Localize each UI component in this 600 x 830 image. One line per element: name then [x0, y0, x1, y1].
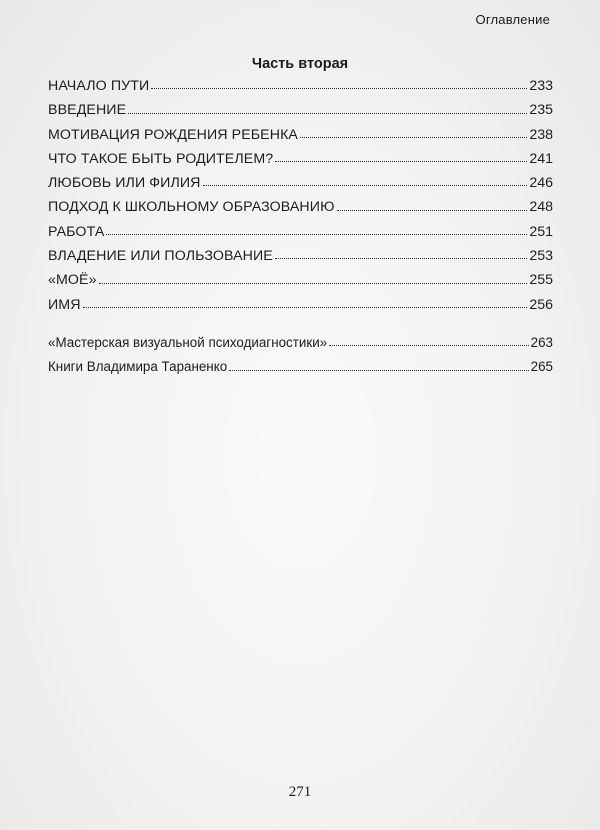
- toc-entry-page: 235: [529, 102, 553, 119]
- dot-leader: [329, 344, 529, 346]
- dot-leader: [275, 257, 527, 259]
- toc-entry-title: ПОДХОД К ШКОЛЬНОМУ ОБРАЗОВАНИЮ: [48, 199, 335, 216]
- toc-entry-title: ЧТО ТАКОЕ БЫТЬ РОДИТЕЛЕМ?: [48, 150, 274, 167]
- toc-entry-page: 233: [529, 78, 553, 94]
- toc-entry[interactable]: [48, 195, 553, 219]
- section-gap: [48, 317, 553, 331]
- toc-entry[interactable]: [48, 244, 553, 268]
- part-title: Часть вторая: [251, 56, 349, 72]
- dot-leader: [99, 282, 528, 284]
- toc-entry-page: 251: [529, 223, 553, 240]
- toc-entry-title: ЛЮБОВЬ ИЛИ ФИЛИЯ: [48, 175, 201, 192]
- toc-entry[interactable]: [48, 74, 553, 98]
- toc-entry[interactable]: [48, 331, 553, 355]
- dot-leader: [275, 160, 527, 162]
- toc-entry[interactable]: [48, 123, 553, 147]
- toc-entry-title: «МОЁ»: [48, 272, 97, 289]
- page-number: 271: [288, 784, 312, 800]
- toc-entry-page: 253: [529, 248, 553, 265]
- toc-entry-page: 265: [530, 359, 553, 375]
- toc-entry[interactable]: [48, 355, 553, 379]
- toc-entry-title: «Мастерская визуальной психодиагностики»: [48, 334, 328, 350]
- toc-entry-title: НАЧАЛО ПУТИ: [48, 78, 150, 94]
- dot-leader: [151, 87, 527, 89]
- toc-entry-page: 255: [529, 272, 553, 289]
- dot-leader: [337, 209, 528, 211]
- toc-entry[interactable]: [48, 293, 553, 317]
- toc-entry[interactable]: [48, 171, 553, 195]
- toc-entry-page: 246: [529, 175, 553, 192]
- toc-entry-page: 238: [529, 126, 553, 143]
- dot-leader: [300, 136, 527, 138]
- running-header: Оглавление: [475, 12, 550, 27]
- toc-entry-title: ВЛАДЕНИЕ ИЛИ ПОЛЬЗОВАНИЕ: [48, 248, 273, 265]
- toc-entry[interactable]: [48, 268, 553, 292]
- toc-entry-title: ВВЕДЕНИЕ: [48, 102, 127, 119]
- table-of-contents: [48, 74, 553, 380]
- dot-leader: [203, 184, 528, 186]
- toc-entry-page: 263: [530, 334, 553, 350]
- toc-entry-page: 241: [529, 150, 553, 167]
- toc-entry[interactable]: [48, 220, 553, 244]
- dot-leader: [128, 112, 527, 114]
- dot-leader: [229, 369, 528, 371]
- toc-entry[interactable]: [48, 98, 553, 122]
- toc-entry-title: РАБОТА: [48, 223, 105, 240]
- toc-entry-title: МОТИВАЦИЯ РОЖДЕНИЯ РЕБЕНКА: [48, 126, 299, 143]
- toc-entry-title: ИМЯ: [48, 296, 81, 313]
- toc-entry[interactable]: [48, 147, 553, 171]
- dot-leader: [106, 233, 527, 235]
- toc-entry-page: 256: [529, 296, 553, 313]
- toc-entry-page: 248: [529, 199, 553, 216]
- dot-leader: [83, 306, 528, 308]
- toc-entry-title: Книги Владимира Тараненко: [48, 359, 228, 375]
